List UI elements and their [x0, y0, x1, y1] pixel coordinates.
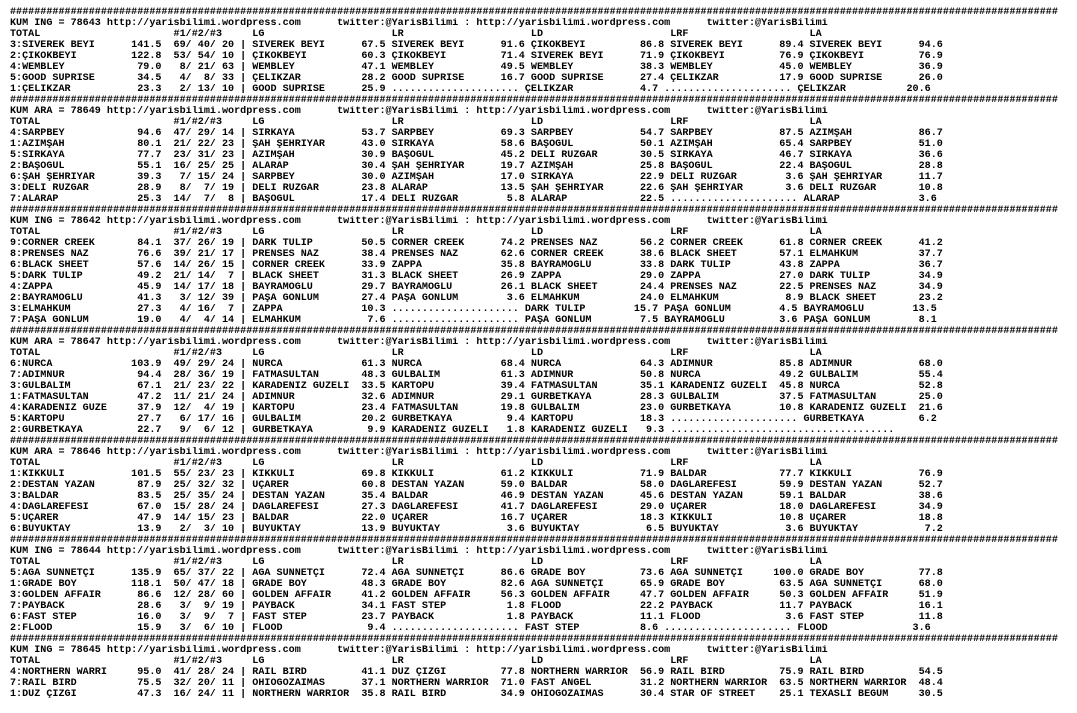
horse-row: 7:PAŞA GÖNLÜM 19.0 4/ 4/ 14 | ELMAHKUM 7.6 ..................... PAŞA GÖNLÜM 7.5 BAYRAMOĞLU 3.6 PAŞA GÖNLÜM 8.1: [10, 315, 937, 326]
separator-line: #############################################################################################################################################################################: [10, 326, 1058, 337]
horse-row: 5:DARK TULIP 49.2 21/ 14/ 7 | BLACK SHEET 31.3 BLACK SHEET 26.9 ZAPPA 29.0 ZAPPA 27.0 DARK TULIP 34.9: [10, 271, 943, 282]
separator-line: #############################################################################################################################################################################: [10, 205, 1058, 216]
horse-row: 9:CORNER CREEK 84.1 37/ 26/ 19 | DARK TULIP 50.5 CORNER CREEK 74.2 PRENSES NAZ 56.2 CORNER CREEK 61.8 CORNER CREEK 41.2: [10, 238, 943, 249]
horse-row: 6:NURCA 103.9 49/ 29/ 24 | NURCA 61.3 NURCA 68.4 NURCA 64.3 ADIMNUR 85.8 ADIMNUR 68.0: [10, 359, 943, 370]
separator-line: #############################################################################################################################################################################: [10, 634, 1058, 645]
horse-row: 7:ADIMNUR 94.4 28/ 36/ 19 | FATMASULTAN 48.3 GÜLBALIM 61.3 ADIMNUR 50.8 NURCA 49.2 GÜLBALIM 55.4: [10, 370, 943, 381]
horse-row: 6:FAST STEP 16.0 3/ 9/ 7 | FAST STEP 23.7 PAYBACK 1.8 PAYBACK 11.1 FLOOD 3.6 FAST STEP 11.8: [10, 612, 943, 623]
horse-row: 4:NORTHERN WARRI 95.0 41/ 28/ 24 | RAIL BIRD 41.1 DÜZ ÇİZGİ 77.8 NORTHERN WARRIOR 56.9 RAIL BIRD 75.9 RAIL BIRD 54.5: [10, 667, 943, 678]
separator-line: #############################################################################################################################################################################: [10, 95, 1058, 106]
horse-row: 7:RAIL BIRD 75.5 32/ 20/ 11 | OHIOGOZAIMAS 37.1 NORTHERN WARRIOR 71.0 FAST ANGEL 31.2 NORTHERN WARRIOR 63.5 NORTHERN WARRIOR 48.4: [10, 678, 943, 689]
horse-row: 1:AZİMŞAH 80.1 21/ 22/ 23 | ŞAH ŞEHRİYAR 43.0 SIRKAYA 58.6 BAŞOĞUL 50.1 AZİMŞAH 65.4 SARPBEY 51.0: [10, 139, 943, 150]
horse-row: 5:KARTOPU 27.7 6/ 17/ 16 | GÜLBALIM 20.2 GURBETKAYA 9.4 KARTOPU 18.3 ..................... GURBETKAYA 6.2: [10, 414, 937, 425]
horse-row: 7:PAYBACK 28.6 3/ 9/ 19 | PAYBACK 34.1 FAST STEP 1.8 FLOOD 22.2 PAYBACK 11.7 PAYBACK 16.1: [10, 601, 943, 612]
horse-row: 8:PRENSES NAZ 76.6 39/ 21/ 17 | PRENSES NAZ 38.4 PRENSES NAZ 62.6 CORNER CREEK 38.6 BLACK SHEET 57.1 ELMAHKUM 37.7: [10, 249, 943, 260]
separator-line: #############################################################################################################################################################################: [10, 436, 1058, 447]
separator-line: #############################################################################################################################################################################: [10, 7, 1058, 18]
horse-row: 2:GURBETKAYA 22.7 9/ 6/ 12 | GURBETKAYA 9.9 KARADENİZ GÜZELİ 1.8 KARADENİZ GÜZELİ 9.3 .....................................: [10, 425, 895, 436]
horse-row: 3:DELİ RÜZGAR 28.9 8/ 7/ 19 | DELİ RÜZGAR 23.8 ALARAP 13.5 ŞAH ŞEHRİYAR 22.6 ŞAH ŞEHRİYAR 3.6 DELİ RÜZGAR 10.8: [10, 183, 943, 194]
separator-line: #############################################################################################################################################################################: [10, 535, 1058, 546]
horse-row: 1:FATMASULTAN 47.2 11/ 21/ 24 | ADIMNUR 32.6 ADIMNUR 29.1 GURBETKAYA 28.3 GÜLBALIM 37.5 FATMASULTAN 25.0: [10, 392, 943, 403]
horse-row: 5:AĞA SÜNNETÇİ 135.9 65/ 37/ 22 | AĞA SÜNNETÇİ 72.4 AĞA SÜNNETÇİ 86.6 GRADE BOY 73.6 AĞA SÜNNETÇİ 100.0 GRADE BOY 77.8: [10, 568, 943, 579]
horse-row: 3:SİVEREK BEYİ 141.5 69/ 40/ 20 | SİVEREK BEYİ 67.5 SİVEREK BEYİ 91.6 ÇIKOKBEYİ 86.8 SİVEREK BEYİ 89.4 SİVEREK BEYİ 94.6: [10, 40, 943, 51]
horse-row: 6:ŞAH ŞEHRİYAR 39.3 7/ 15/ 24 | SARPBEY 30.0 AZİMŞAH 17.0 SIRKAYA 22.9 DELİ RÜZGAR 3.6 ŞAH ŞEHRİYAR 11.7: [10, 172, 943, 183]
race-header-line: KUM ING = 78645 http://yarisbilimi.wordpress.com twitter:@YarisBilimi : http://yarisbilimi.wordpress.com twitter:@YarisBilimi: [10, 645, 828, 656]
horse-row: 1:DÜZ ÇİZGİ 47.3 16/ 24/ 11 | NORTHERN WARRIOR 35.8 RAIL BIRD 34.9 OHIOGOZAIMAS 30.4 STAR OF STREET 25.1 TEXASLI BEGÜM 30.5: [10, 689, 943, 700]
horse-row: 4:DAĞLAREFESİ 67.0 15/ 28/ 24 | DAĞLAREFESİ 27.3 DAĞLAREFESİ 41.7 DAĞLAREFESİ 29.0 UÇARER 18.0 DAĞLAREFESİ 34.9: [10, 502, 943, 513]
horse-row: 1:KIKKULİ 101.5 55/ 23/ 23 | KIKKULİ 69.8 KIKKULİ 61.2 KIKKULİ 71.9 BALDAR 77.7 KIKKULİ 76.9: [10, 469, 943, 480]
horse-row: 4:ZAPPA 45.9 14/ 17/ 18 | BAYRAMOĞLU 29.7 BAYRAMOĞLU 26.1 BLACK SHEET 24.4 PRENSES NAZ 22.5 PRENSES NAZ 34.9: [10, 282, 943, 293]
horse-row: 3:GOLDEN AFFAIR 86.6 12/ 28/ 60 | GOLDEN AFFAIR 41.2 GOLDEN AFFAIR 56.3 GOLDEN AFFAIR 47.7 GOLDEN AFFAIR 50.3 GOLDEN AFFAIR 51.9: [10, 590, 943, 601]
horse-row: 2:BAYRAMOĞLU 41.3 3/ 12/ 39 | PAŞA GÖNLÜM 27.4 PAŞA GÖNLÜM 3.6 ELMAHKUM 24.0 ELMAHKUM 8.9 BLACK SHEET 23.2: [10, 293, 943, 304]
horse-row: 2:BAŞOĞUL 55.1 16/ 25/ 25 | ALARAP 30.4 ŞAH ŞEHRİYAR 19.7 AZİMŞAH 25.8 BAŞOĞUL 22.4 BAŞOĞUL 28.8: [10, 161, 943, 172]
race-header-line: KUM ARA = 78646 http://yarisbilimi.wordpress.com twitter:@YarisBilimi : http://yarisbilimi.wordpress.com twitter:@YarisBilimi: [10, 447, 828, 458]
horse-row: 3:ELMAHKUM 27.3 4/ 16/ 7 | ZAPPA 10.3 ..................... DARK TULIP 15.7 PAŞA GÖNLÜM 4.5 BAYRAMOĞLU 13.5: [10, 304, 937, 315]
column-header-line: TOTAL #1/#2/#3 LG LR LD LRF LA: [10, 29, 822, 40]
race-header-line: KUM ARA = 78649 http://yarisbilimi.wordpress.com twitter:@YarisBilimi : http://yarisbilimi.wordpress.com twitter:@YarisBilimi: [10, 106, 828, 117]
column-header-line: TOTAL #1/#2/#3 LG LR LD LRF LA: [10, 227, 822, 238]
horse-row: 4:WEMBLEY 79.0 8/ 21/ 63 | WEMBLEY 47.1 WEMBLEY 49.5 WEMBLEY 38.3 WEMBLEY 45.0 WEMBLEY 36.9: [10, 62, 943, 73]
column-header-line: TOTAL #1/#2/#3 LG LR LD LRF LA: [10, 348, 822, 359]
column-header-line: TOTAL #1/#2/#3 LG LR LD LRF LA: [10, 117, 822, 128]
horse-row: 2:ÇIKOKBEYİ 122.8 53/ 54/ 10 | ÇIKOKBEYİ 60.3 ÇIKOKBEYİ 71.4 SİVEREK BEYİ 71.9 ÇIKOKBEYİ 76.9 ÇIKOKBEYİ 76.9: [10, 51, 943, 62]
race-header-line: KUM ARA = 78647 http://yarisbilimi.wordpress.com twitter:@YarisBilimi : http://yarisbilimi.wordpress.com twitter:@YarisBilimi: [10, 337, 828, 348]
horse-row: 5:GOOD SUPRISE 34.5 4/ 8/ 33 | ÇELİKZAR 28.2 GOOD SUPRISE 16.7 GOOD SUPRISE 27.4 ÇELİKZAR 17.9 GOOD SUPRISE 26.0: [10, 73, 943, 84]
horse-row: 3:GÜLBALIM 67.1 21/ 23/ 22 | KARADENİZ GÜZELİ 33.5 KARTOPU 39.4 FATMASULTAN 35.1 KARADENİZ GÜZELİ 45.8 NURCA 52.8: [10, 381, 943, 392]
horse-row: 6:BÜYÜKTAY 13.9 2/ 3/ 10 | BÜYÜKTAY 13.9 BÜYÜKTAY 3.6 BÜYÜKTAY 6.5 BÜYÜKTAY 3.6 BÜYÜKTAY 7.2: [10, 524, 943, 535]
column-header-line: TOTAL #1/#2/#3 LG LR LD LRF LA: [10, 458, 822, 469]
horse-row: 2:DESTAN YAZAN 87.9 25/ 32/ 32 | UÇARER 60.8 DESTAN YAZAN 59.0 BALDAR 58.0 DAĞLAREFESİ 59.9 DESTAN YAZAN 52.7: [10, 480, 943, 491]
column-header-line: TOTAL #1/#2/#3 LG LR LD LRF LA: [10, 656, 822, 667]
horse-row: 5:SIRKAYA 77.7 23/ 31/ 23 | AZİMŞAH 30.9 BAŞOĞUL 45.2 DELİ RÜZGAR 30.5 SIRKAYA 46.7 SIRKAYA 36.6: [10, 150, 943, 161]
horse-row: 4:SARPBEY 94.6 47/ 29/ 14 | SIRKAYA 53.7 SARPBEY 69.3 SARPBEY 54.7 SARPBEY 87.5 AZİMŞAH 86.7: [10, 128, 943, 139]
horse-row: 6:BLACK SHEET 57.6 14/ 26/ 15 | CORNER CREEK 33.9 ZAPPA 35.8 BAYRAMOĞLU 33.8 DARK TULIP 43.8 ZAPPA 36.7: [10, 260, 943, 271]
horse-row: 2:FLOOD 15.9 3/ 6/ 10 | FLOOD 9.4 ..................... FAST STEP 8.6 ..................... FLOOD 3.6: [10, 623, 931, 634]
race-header-line: KUM ING = 78642 http://yarisbilimi.wordpress.com twitter:@YarisBilimi : http://yarisbilimi.wordpress.com twitter:@YarisBilimi: [10, 216, 828, 227]
horse-row: 5:UÇARER 47.9 14/ 15/ 23 | BALDAR 22.0 UÇARER 16.7 UÇARER 18.3 KIKKULİ 10.8 UÇARER 18.8: [10, 513, 943, 524]
horse-row: 3:BALDAR 83.5 25/ 35/ 24 | DESTAN YAZAN 35.4 BALDAR 46.9 DESTAN YAZAN 45.6 DESTAN YAZAN 59.1 BALDAR 38.6: [10, 491, 943, 502]
horse-row: 7:ALARAP 25.3 14/ 7/ 8 | BAŞOĞUL 17.4 DELİ RÜZGAR 5.8 ALARAP 22.5 ..................... ALARAP 3.6: [10, 194, 937, 205]
race-header-line: KUM ING = 78643 http://yarisbilimi.wordpress.com twitter:@YarisBilimi : http://yarisbilimi.wordpress.com twitter:@YarisBilimi: [10, 18, 828, 29]
horse-row: 1:GRADE BOY 118.1 50/ 47/ 18 | GRADE BOY 48.3 GRADE BOY 82.6 AĞA SÜNNETÇİ 65.9 GRADE BOY 63.5 AĞA SÜNNETÇİ 68.0: [10, 579, 943, 590]
column-header-line: TOTAL #1/#2/#3 LG LR LD LRF LA: [10, 557, 822, 568]
horse-row: 1:ÇELİKZAR 23.3 2/ 13/ 10 | GOOD SUPRISE 25.9 ..................... ÇELİKZAR 4.7 ..................... ÇELİKZAR 20.6: [10, 84, 931, 95]
horse-row: 4:KARADENİZ GÜZE 37.9 12/ 4/ 19 | KARTOPU 23.4 FATMASULTAN 19.8 GÜLBALIM 23.0 GURBETKAYA 10.8 KARADENİZ GÜZELİ 21.6: [10, 403, 943, 414]
race-header-line: KUM ING = 78644 http://yarisbilimi.wordpress.com twitter:@YarisBilimi : http://yarisbilimi.wordpress.com twitter:@YarisBilimi: [10, 546, 828, 557]
